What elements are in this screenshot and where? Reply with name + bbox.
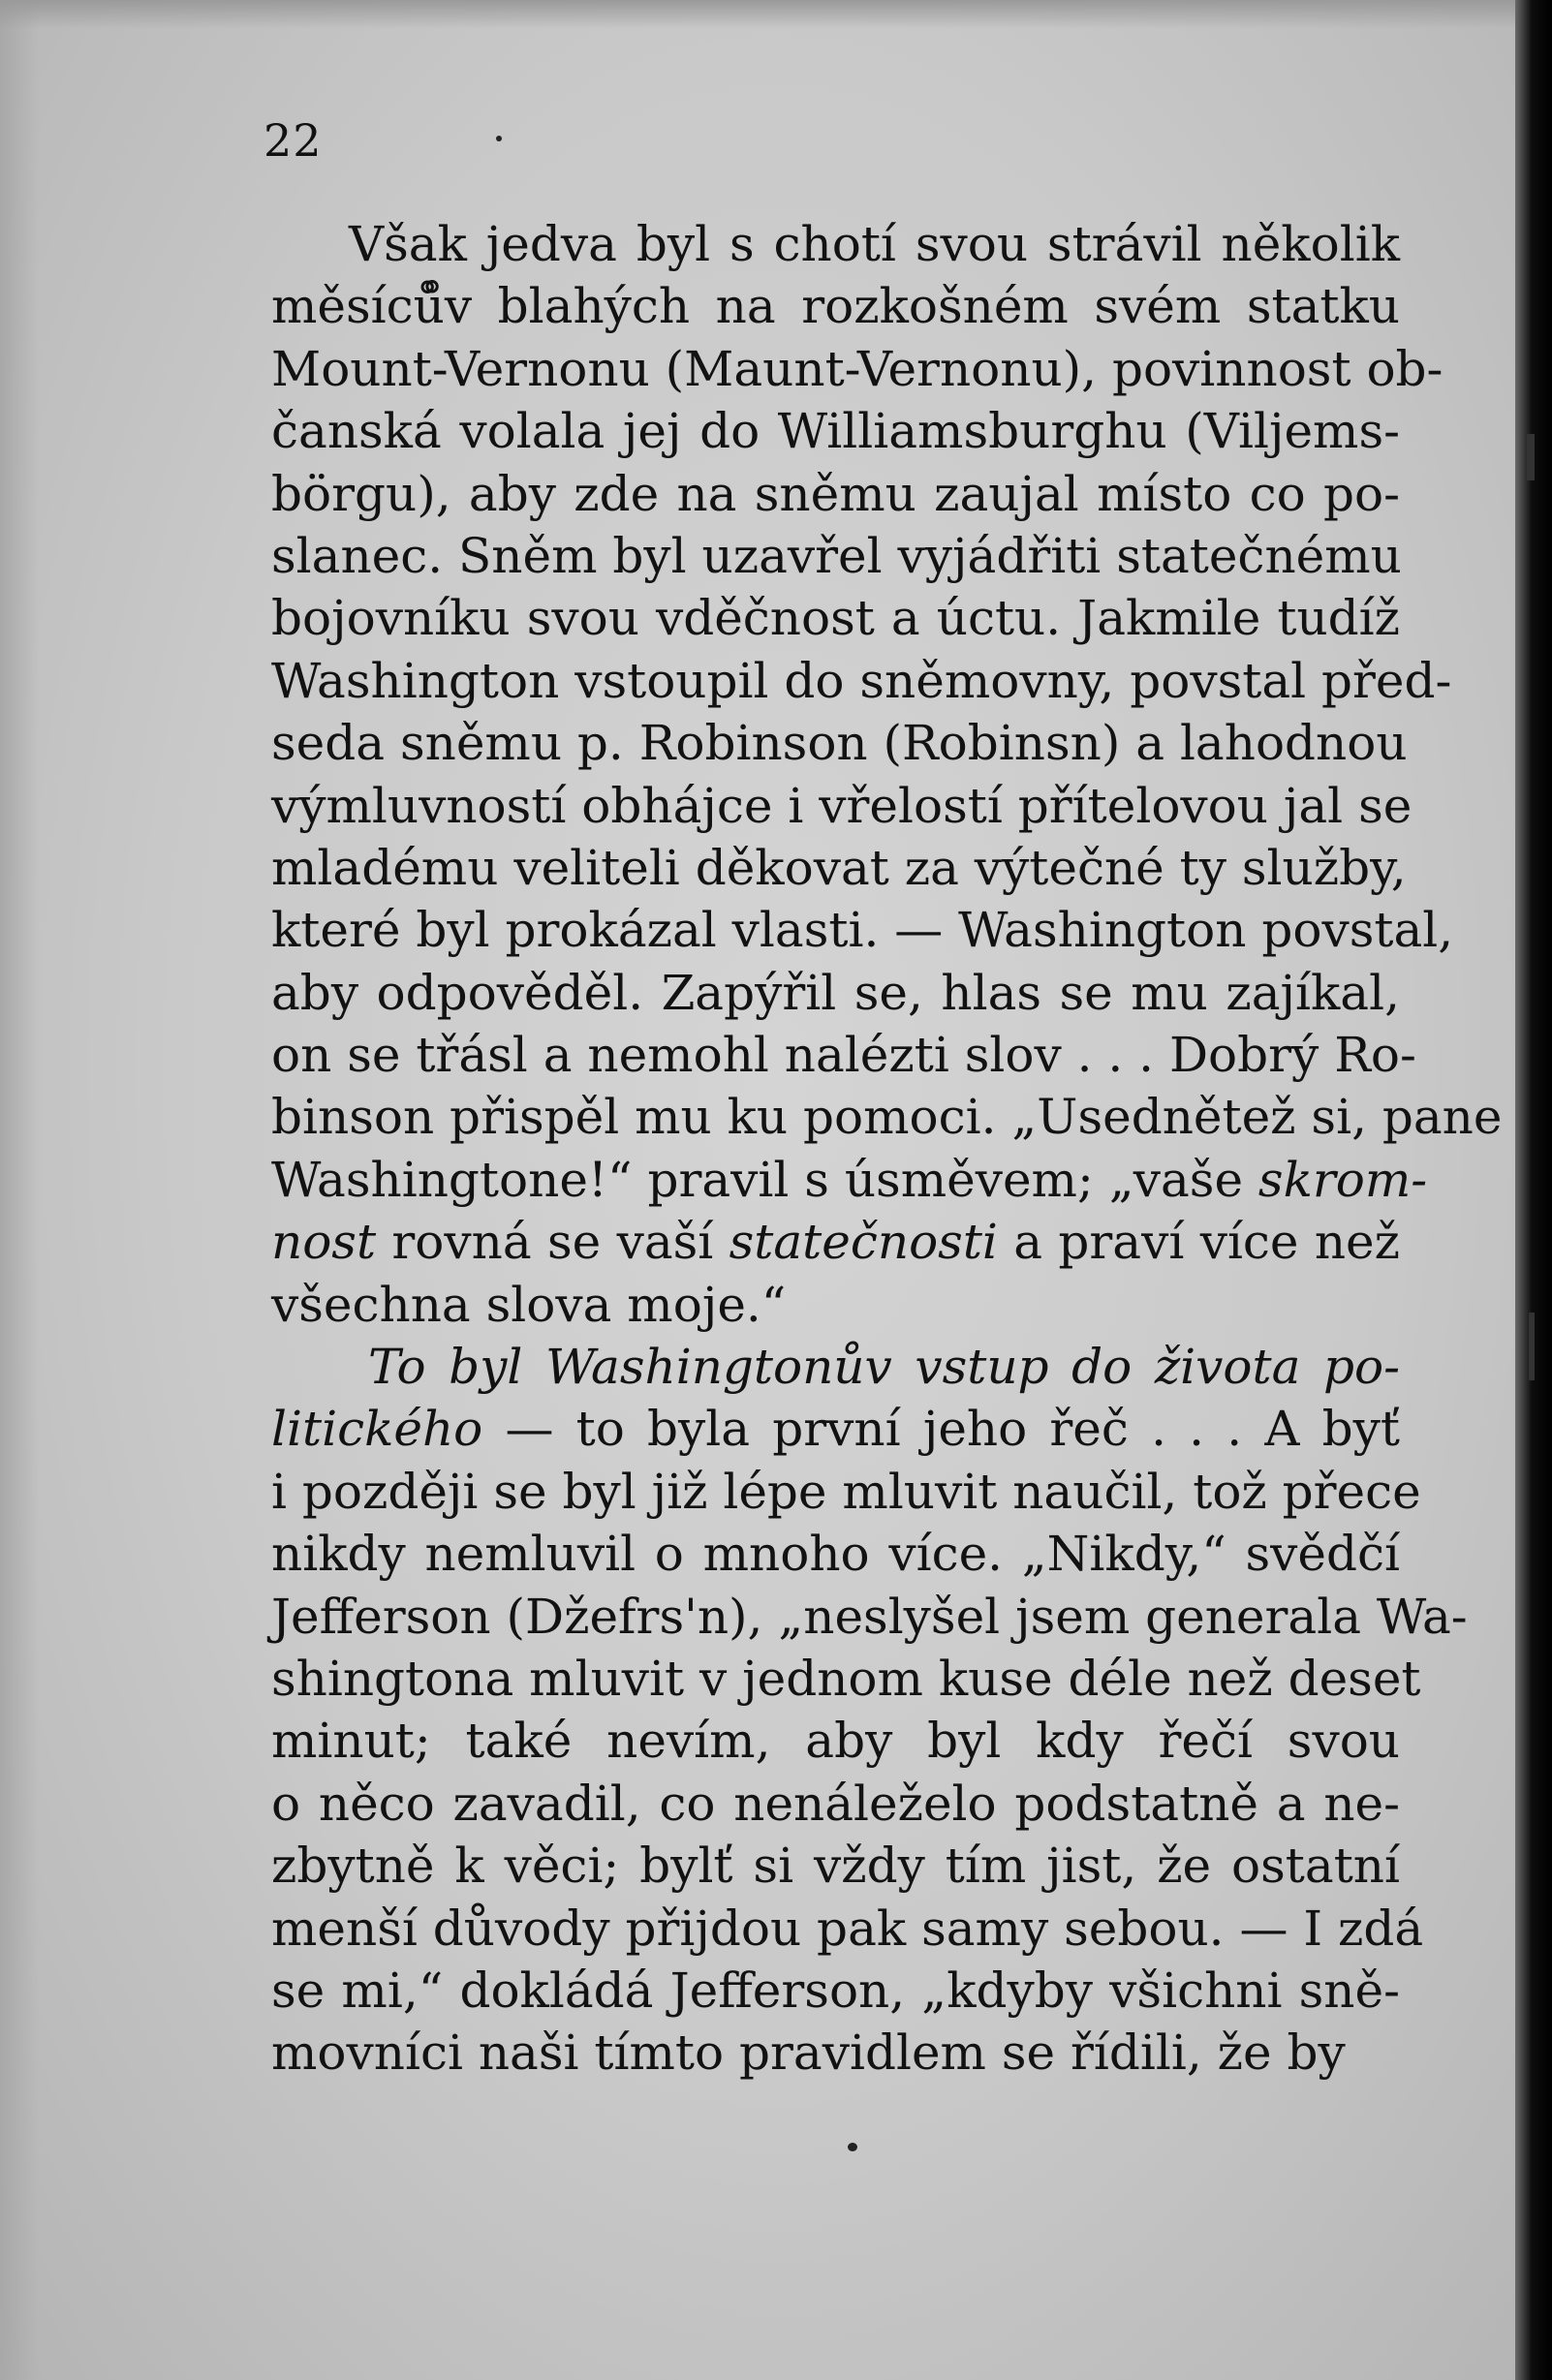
margin-mark: [1529, 1313, 1535, 1380]
text-line: slanec. Sněm byl uzavřel vyjádřiti statečnému: [271, 527, 1402, 584]
italic-phrase: To byl Washingtonův vstup do života po-: [368, 1339, 1400, 1396]
text-line: bojovníku svou vděčnost a úctu. Jakmile tudíž: [271, 590, 1400, 647]
text-line: nost rovná se vaší statečnosti a praví více než: [271, 1214, 1400, 1271]
text-line: minut; také nevím, aby byl kdy řečí svou: [271, 1713, 1400, 1770]
text-line: Však jedva byl s chotí svou strávil několik: [349, 216, 1400, 272]
ink-speck: [848, 2143, 857, 2151]
text-line: on se třásl a nemohl nalézti slov . . . Dobrý Ro-: [271, 1027, 1416, 1084]
text-line: které byl prokázal vlasti. — Washington povstal,: [271, 902, 1454, 959]
page-left-shadow: [0, 0, 39, 2380]
text-line: výmluvností obhájce i vřelostí přítelovou jal se: [271, 777, 1412, 834]
text-line: aby odpověděl. Zapýřil se, hlas se mu zajíkal,: [271, 964, 1400, 1021]
italic-phrase: litického: [271, 1401, 483, 1458]
text-line: seda sněmu p. Robinson (Robinsn) a lahodnou: [271, 715, 1408, 772]
text-line: börgu), aby zde na sněmu zaujal místo co po-: [271, 465, 1400, 522]
ink-speck: [496, 136, 502, 141]
page-top-shadow: [0, 0, 1552, 29]
text-line: Jefferson (Džefrs'n), „neslyšel jsem generala Wa-: [271, 1588, 1468, 1645]
text-line: měsíců̊v blahých na rozkošném svém statku: [271, 278, 1400, 335]
text-line: o něco zavadil, co nenáleželo podstatně a ne-: [271, 1775, 1400, 1832]
text-line: se mi,“ dokládá Jefferson, „kdyby všichni sně-: [271, 1962, 1400, 2019]
text-line: zbytně k věci; bylť si vždy tím jist, že ostatní: [271, 1838, 1400, 1895]
italic-phrase: statečnosti: [729, 1214, 998, 1271]
text-line: čanská volala jej do Williamsburghu (Viljems-: [271, 403, 1400, 460]
text-line: shingtona mluvit v jednom kuse déle než deset: [271, 1650, 1421, 1707]
text-line: Washingtone!“ pravil s úsměvem; „vaše skrom-: [271, 1151, 1428, 1208]
text-line: nikdy nemluvil o mnoho více. „Nikdy,“ svědčí: [271, 1526, 1400, 1583]
text-line: litického — to byla první jeho řeč . . . A byť: [271, 1401, 1400, 1458]
italic-phrase: skrom-: [1257, 1151, 1428, 1208]
margin-mark: [1527, 434, 1535, 480]
page-number: 22: [264, 114, 323, 167]
text-line: binson přispěl mu ku pomoci. „Usednětež si, pane: [271, 1089, 1503, 1146]
text-line: i později se byl již lépe mluvit naučil, tož přece: [271, 1463, 1421, 1520]
text-line: menší důvody přijdou pak samy sebou. — I zdá: [271, 1900, 1424, 1957]
body-text: [271, 213, 1503, 2085]
text-line: Mount-Vernonu (Maunt-Vernonu), povinnost ob-: [271, 340, 1443, 397]
text-line: všechna slova moje.“: [271, 1276, 787, 1333]
text-line: Washington vstoupil do sněmovny, povstal před-: [271, 652, 1452, 709]
text-line: [271, 1336, 1400, 1398]
text-line: movníci naši tímto pravidlem se řídili, že by: [271, 2025, 1346, 2082]
binding-edge-shadow: [1515, 0, 1552, 2380]
text-line: mladému veliteli děkovat za výtečné ty služby,: [271, 839, 1407, 896]
italic-phrase: nost: [271, 1214, 377, 1271]
